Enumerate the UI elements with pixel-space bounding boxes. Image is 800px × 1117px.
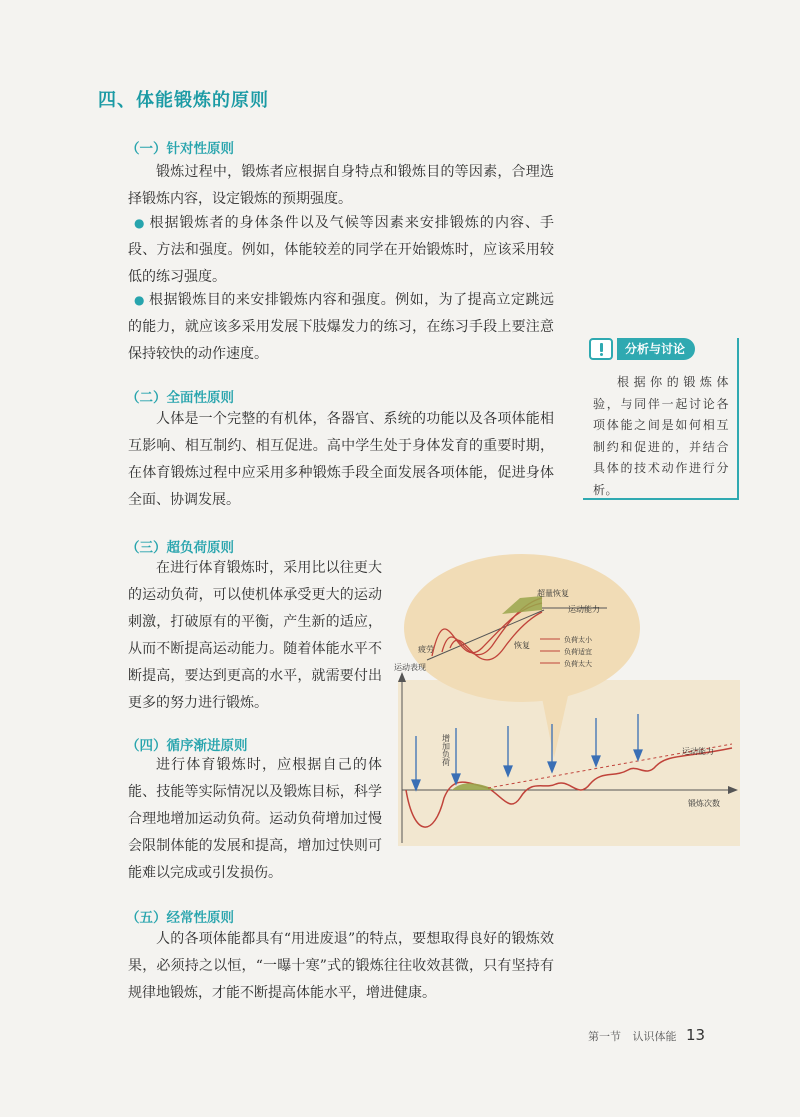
bullet-paragraph [128, 210, 554, 291]
section-title-progressive: （四）循序渐进原则 [126, 738, 248, 754]
page-footer [588, 1026, 705, 1044]
paragraph: 锻炼过程中，锻炼者应根据自身特点和锻炼目的等因素，合理选择锻炼内容，设定锻炼的预期强度。 [128, 164, 554, 207]
ability-label: 运动能力 [682, 747, 714, 756]
inset-fatigue-label: 疲劳 [418, 645, 434, 654]
paragraph: 人的各项体能都具有“用进废退”的特点，要想取得良好的锻炼效果，必须持之以恒，“一曝十寒”式的锻炼往往收效甚微，只有坚持有规律地锻炼，才能不断提高体能水平，增进健康。 [128, 931, 554, 1001]
x-axis-label: 锻炼次数 [688, 799, 720, 808]
paragraph: 进行体育锻炼时，应根据自己的体能、技能等实际情况以及锻炼目标，科学合理地增加运动负荷。运动负荷增加过慢会限制体能的发展和提高，增加过快则可能难以完成或引发损伤。 [128, 757, 382, 881]
discussion-header [583, 338, 739, 360]
bullet-icon: ● [134, 293, 145, 307]
inset-ability-label: 运动能力 [568, 605, 600, 614]
legend-optimal-load: 负荷适宜 [564, 648, 592, 656]
section-title-targeted: （一）针对性原则 [126, 141, 234, 157]
bullet-paragraph [128, 287, 554, 368]
section-title-overload: （三）超负荷原则 [126, 540, 234, 556]
section-title-comprehensive: （二）全面性原则 [126, 390, 234, 406]
chapter-title: 四、体能锻炼的原则 [98, 90, 269, 111]
discussion-label: 分析与讨论 [617, 338, 695, 360]
overload-figure [392, 548, 742, 848]
page-number: 13 [686, 1026, 706, 1044]
bullet-text: 根据锻炼者的身体条件以及气候等因素来安排锻炼的内容、手段、方法和强度。例如，体能较差的同学在开始锻炼时，应该采用较低的练习强度。 [128, 215, 554, 285]
footer-chapter: 认识体能 [632, 1030, 677, 1043]
exclamation-icon [589, 338, 613, 360]
discussion-box [583, 338, 739, 500]
y-axis-label: 运动表现 [394, 663, 426, 672]
bullet-icon: ● [134, 216, 146, 230]
footer-section: 第一节 [588, 1030, 621, 1043]
paragraph: 在进行体育锻炼时，采用比以往更大的运动负荷，可以使机体承受更大的运动刺激，打破原有的平衡，产生新的适应，从而不断提高运动能力。随着体能水平不断提高，要达到更高的水平，就需要付出更多的努力进行锻炼。 [128, 560, 382, 711]
load-increase-label: 增加负荷 [441, 734, 451, 766]
paragraph: 人体是一个完整的有机体，各器官、系统的功能以及各项体能相互影响、相互制约、相互促进。高中学生处于身体发育的重要时期，在体育锻炼过程中应采用多种锻炼手段全面发展各项体能，促进身体全面、协调发展。 [128, 411, 554, 508]
discussion-text: 根据你的锻炼体验，与同伴一起讨论各项体能之间是如何相互制约和促进的，并结合具体的技术动作进行分析。 [593, 375, 729, 497]
overload-diagram [392, 548, 742, 848]
inset-recovery-label: 恢复 [514, 641, 530, 650]
legend-small-load: 负荷太小 [564, 636, 592, 644]
inset-bubble [404, 554, 640, 702]
y-axis-arrow-icon [398, 672, 406, 682]
legend-large-load: 负荷太大 [564, 660, 592, 668]
bullet-text: 根据锻炼目的来安排锻炼内容和强度。例如，为了提高立定跳远的能力，就应该多采用发展下肢爆发力的练习，在练习手段上要注意保持较快的动作速度。 [128, 292, 554, 362]
section-title-regular: （五）经常性原则 [126, 910, 234, 926]
inset-supercompensation-label: 超量恢复 [537, 589, 569, 598]
